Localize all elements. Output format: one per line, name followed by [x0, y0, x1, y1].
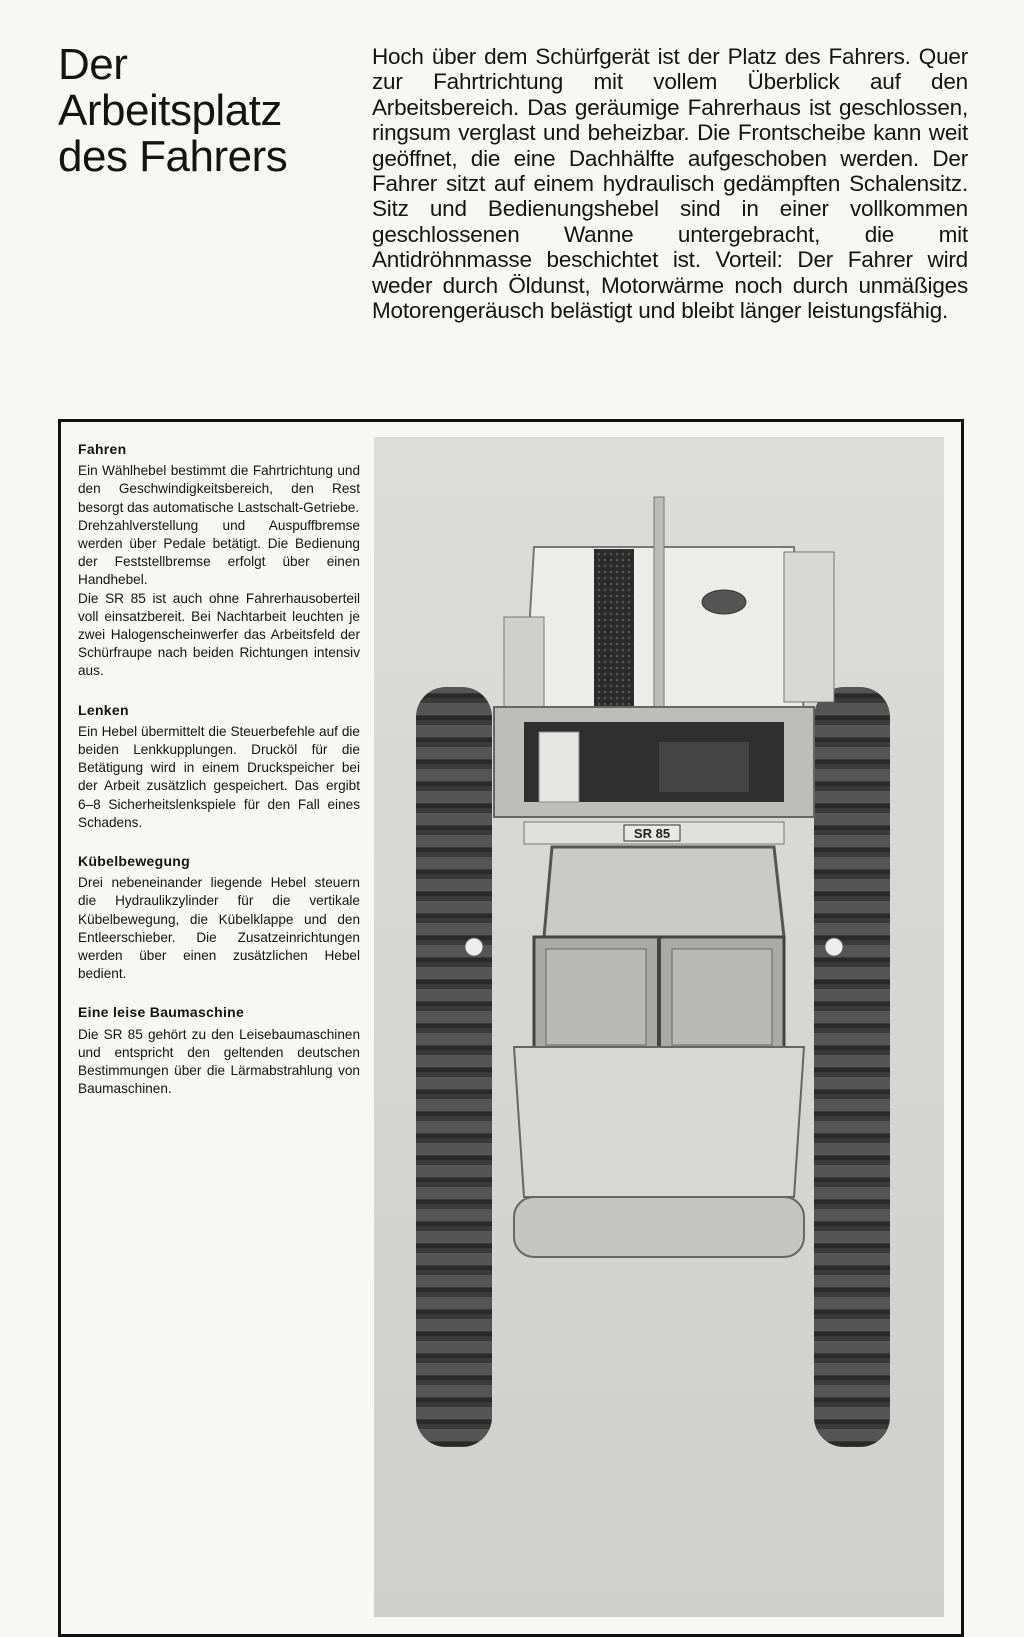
page-title	[58, 42, 358, 180]
control-panel	[539, 732, 579, 802]
title-line-3: des Fahrers	[58, 132, 288, 181]
machine-label: SR 85	[633, 826, 671, 841]
section-paragraph: Drehzahlverstellung und Auspuffbremse werden über Pedale betätigt. Die Bedienung der Feststellbremse erfolgt über einen Handhebel.	[78, 517, 360, 588]
feature-sidebar	[78, 440, 360, 1119]
section-paragraph: Ein Wählhebel bestimmt die Fahrtrichtung und den Geschwindigkeitsbereich, den Rest besorgt das automatische Lastschalt-Getriebe.	[78, 463, 360, 515]
section-paragraph: Ein Hebel übermittelt die Steuerbefehle auf die beiden Lenkkupplungen. Drucköl für die Betätigung wird in einem Druckspeicher bei der Arbeit zusätzlich gespeichert. Das ergibt 6–8 Sicherheitslenkspiele für den Fall eines Schadens.	[78, 723, 360, 830]
walkway-mat	[594, 549, 634, 717]
section-leise-baumaschine	[78, 1003, 360, 1098]
section-heading: Kübelbewegung	[78, 853, 191, 870]
title-line-1: Der	[58, 40, 128, 89]
machine-photo	[374, 437, 944, 1617]
section-fahren	[78, 440, 360, 681]
section-paragraph: Die SR 85 ist auch ohne Fahrerhausoberteil voll einsatzbereit. Bei Nachtarbeit leuchten je zwei Halogenscheinwerfer das Arbeitsfeld der Schürfraupe nach beiden Richtungen intensiv aus.	[78, 590, 360, 679]
operator-seat	[659, 742, 749, 792]
section-heading: Lenken	[78, 701, 129, 718]
scraper-illustration	[374, 437, 944, 1617]
right-track	[814, 687, 890, 1447]
section-heading: Eine leise Baumaschine	[78, 1004, 245, 1021]
handrail	[654, 497, 664, 717]
title-line-2: Arbeitsplatz	[58, 86, 282, 135]
scraper-bowl	[514, 1047, 804, 1197]
section-paragraph: Die SR 85 gehört zu den Leisebaumaschinen und entspricht den geltenden deutschen Bestimmungen über die Lärmabstrahlung von Baumaschinen.	[78, 1026, 360, 1097]
filler-cap	[702, 590, 746, 614]
section-kuebelbewegung	[78, 852, 360, 983]
cutting-edge-roller	[514, 1197, 804, 1257]
section-lenken	[78, 701, 360, 832]
section-paragraph: Drei nebeneinander liegende Hebel steuern die Hydraulikzylinder für die vertikale Kübelbewegung, die Kübelklappe und den Entleerschieber. Die Zusatzeinrichtungen werden über einen zusätzlichen Hebel bedient.	[78, 875, 360, 982]
cab-roof	[544, 847, 784, 937]
section-heading: Fahren	[78, 441, 127, 457]
intro-paragraph: Hoch über dem Schürfgerät ist der Platz des Fahrers. Quer zur Fahrtrichtung mit vollem Überblick auf den Arbeitsbereich. Das geräumige Fahrerhaus ist geschlossen, ringsum verglast und beheizbar. Die Frontscheibe kann weit geöffnet, die eine Dachhälfte aufgeschoben werden. Der Fahrer sitzt auf einem hydraulisch gedämpften Schalensitz. Sitz und Bedienungshebel sind in einer vollkommen geschlossenen Wanne untergebracht, die mit Antidröhnmasse beschichtet ist. Vorteil: Der Fahrer wird weder durch Öldunst, Motorwärme noch durch unmäßiges Motorengeräusch belästigt und bleibt länger leistungsfähig.	[372, 44, 968, 324]
left-track	[416, 687, 492, 1447]
